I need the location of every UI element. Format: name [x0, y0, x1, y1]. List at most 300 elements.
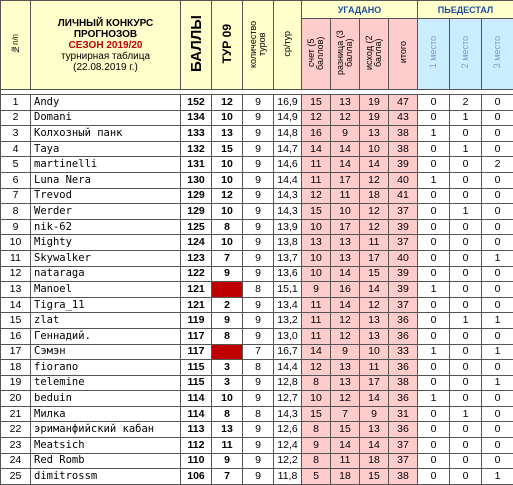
num-header-label: №п/п [11, 34, 20, 54]
place2-cell: 0 [450, 172, 482, 188]
place1-cell: 1 [418, 391, 450, 407]
score-cell: 10 [302, 266, 331, 282]
tour-points-cell: 7 [212, 469, 243, 485]
place2-cell: 1 [450, 110, 482, 126]
place1-cell: 0 [418, 406, 450, 422]
table-row [1, 328, 513, 344]
diff-cell: 13 [331, 235, 360, 251]
avg-cell: 12,6 [274, 422, 302, 438]
diff-cell: 18 [331, 469, 360, 485]
points-cell: 113 [181, 422, 212, 438]
place3-cell: 0 [482, 188, 513, 204]
place1-cell: 0 [418, 219, 450, 235]
table-row [1, 110, 513, 126]
points-cell: 117 [181, 344, 212, 360]
points-cell: 121 [181, 282, 212, 298]
diff-cell: 10 [331, 204, 360, 220]
total-cell: 33 [389, 344, 418, 360]
tours-count-cell: 9 [243, 204, 274, 220]
diff-cell: 17 [331, 219, 360, 235]
outcome-cell: 12 [360, 219, 389, 235]
table-row [1, 391, 513, 407]
table-row [1, 344, 513, 360]
place1-cell: 0 [418, 95, 450, 111]
outcome-cell: 10 [360, 344, 389, 360]
diff-cell: 7 [331, 406, 360, 422]
player-name: fiorano [31, 360, 181, 376]
tours-count-cell: 9 [243, 250, 274, 266]
row-number: 5 [1, 157, 31, 173]
outcome-cell: 12 [360, 172, 389, 188]
table-row [1, 204, 513, 220]
place2-header [450, 19, 482, 90]
points-cell: 112 [181, 438, 212, 454]
diff-cell: 14 [331, 297, 360, 313]
tours-count-cell: 9 [243, 219, 274, 235]
score-cell: 15 [302, 406, 331, 422]
tour-points-cell: 9 [212, 266, 243, 282]
outcome-header-label: исход (2 балла) [365, 24, 383, 82]
tours-count-cell: 8 [243, 406, 274, 422]
avg-cell: 14,6 [274, 157, 302, 173]
diff-cell: 13 [331, 360, 360, 376]
tour-points-cell: 8 [212, 219, 243, 235]
table-subtitle: турнирная таблица [31, 51, 180, 62]
points-cell: 121 [181, 297, 212, 313]
place3-cell: 0 [482, 235, 513, 251]
place3-cell: 0 [482, 360, 513, 376]
tour-points-cell: 10 [212, 204, 243, 220]
diff-cell: 14 [331, 438, 360, 454]
total-header-label: итого [399, 41, 408, 63]
podium-header: ПЬЕДЕСТАЛ [418, 1, 513, 19]
place3-cell: 1 [482, 375, 513, 391]
row-number: 20 [1, 391, 31, 407]
tours-count-cell: 9 [243, 157, 274, 173]
place1-cell: 0 [418, 110, 450, 126]
total-cell: 38 [389, 126, 418, 142]
row-number: 4 [1, 141, 31, 157]
row-number: 6 [1, 172, 31, 188]
diff-cell: 14 [331, 157, 360, 173]
points-cell: 134 [181, 110, 212, 126]
tour-points-cell: 8 [212, 328, 243, 344]
score-cell: 10 [302, 219, 331, 235]
avg-header [274, 1, 302, 90]
row-number: 10 [1, 235, 31, 251]
diff-cell: 12 [331, 313, 360, 329]
tour-points-cell: 10 [212, 157, 243, 173]
tour-points-cell: 11 [212, 438, 243, 454]
table-row [1, 453, 513, 469]
place3-cell: 1 [482, 344, 513, 360]
outcome-cell: 11 [360, 360, 389, 376]
score-cell: 9 [302, 282, 331, 298]
player-name: telemine [31, 375, 181, 391]
avg-cell: 13,0 [274, 328, 302, 344]
tours-header-label: количество туров [249, 15, 267, 73]
total-cell: 36 [389, 391, 418, 407]
diff-cell: 17 [331, 172, 360, 188]
total-cell: 37 [389, 453, 418, 469]
score-cell: 12 [302, 188, 331, 204]
score-cell: 15 [302, 204, 331, 220]
row-number: 13 [1, 282, 31, 298]
diff-cell: 12 [331, 391, 360, 407]
tour-points-cell: 9 [212, 313, 243, 329]
row-number: 25 [1, 469, 31, 485]
diff-header [331, 19, 360, 90]
place1-cell: 0 [418, 141, 450, 157]
total-cell: 37 [389, 204, 418, 220]
tour-points-cell: 3 [212, 360, 243, 376]
place3-cell: 0 [482, 282, 513, 298]
place1-cell: 1 [418, 126, 450, 142]
place1-cell: 0 [418, 250, 450, 266]
row-number: 11 [1, 250, 31, 266]
score-cell: 5 [302, 469, 331, 485]
table-row [1, 188, 513, 204]
table-row [1, 141, 513, 157]
player-name: Сэмэн [31, 344, 181, 360]
avg-cell: 14,4 [274, 360, 302, 376]
place1-cell: 1 [418, 282, 450, 298]
season-label: СЕЗОН 2019/20 [31, 40, 180, 51]
outcome-cell: 13 [360, 313, 389, 329]
score-cell: 15 [302, 95, 331, 111]
points-cell: 129 [181, 204, 212, 220]
place3-cell: 0 [482, 172, 513, 188]
guessed-header: УГАДАНО [302, 1, 418, 19]
outcome-cell: 18 [360, 188, 389, 204]
player-name: Геннадий. [31, 328, 181, 344]
score-cell: 14 [302, 344, 331, 360]
score-cell: 11 [302, 297, 331, 313]
tour-points-cell: 12 [212, 188, 243, 204]
place3-cell: 0 [482, 297, 513, 313]
points-cell: 106 [181, 469, 212, 485]
row-number: 7 [1, 188, 31, 204]
score-cell: 10 [302, 250, 331, 266]
tour-points-cell [212, 344, 243, 360]
place2-cell: 0 [450, 157, 482, 173]
table-row [1, 469, 513, 485]
place1-cell: 0 [418, 375, 450, 391]
player-name: Taya [31, 141, 181, 157]
score-header-label: счет (5 баллов) [307, 24, 325, 82]
points-cell: 124 [181, 235, 212, 251]
contest-title: ЛИЧНЫЙ КОНКУРС ПРОГНОЗОВ [31, 18, 180, 40]
place1-header-label: 1 место [429, 36, 438, 68]
place3-cell: 1 [482, 469, 513, 485]
total-cell: 36 [389, 313, 418, 329]
avg-cell: 13,2 [274, 313, 302, 329]
total-cell: 37 [389, 297, 418, 313]
place1-cell: 0 [418, 204, 450, 220]
score-cell: 11 [302, 313, 331, 329]
diff-cell: 12 [331, 328, 360, 344]
outcome-cell: 18 [360, 453, 389, 469]
tours-count-cell: 8 [243, 282, 274, 298]
player-name: beduin [31, 391, 181, 407]
avg-cell: 14,9 [274, 110, 302, 126]
avg-cell: 13,4 [274, 297, 302, 313]
place2-cell: 1 [450, 406, 482, 422]
total-cell: 40 [389, 250, 418, 266]
place3-cell: 0 [482, 391, 513, 407]
row-number: 24 [1, 453, 31, 469]
avg-cell: 16,7 [274, 344, 302, 360]
place1-cell: 1 [418, 172, 450, 188]
points-cell: 131 [181, 157, 212, 173]
outcome-cell: 13 [360, 328, 389, 344]
outcome-cell: 14 [360, 282, 389, 298]
place3-cell: 0 [482, 422, 513, 438]
row-number: 2 [1, 110, 31, 126]
row-number: 3 [1, 126, 31, 142]
table-row [1, 422, 513, 438]
place1-cell: 0 [418, 438, 450, 454]
points-cell: 125 [181, 219, 212, 235]
place3-cell: 0 [482, 95, 513, 111]
outcome-cell: 15 [360, 266, 389, 282]
outcome-cell: 13 [360, 126, 389, 142]
player-name: Tigra_11 [31, 297, 181, 313]
diff-cell: 15 [331, 422, 360, 438]
place2-cell: 0 [450, 219, 482, 235]
outcome-cell: 15 [360, 469, 389, 485]
table-row [1, 375, 513, 391]
diff-cell: 16 [331, 282, 360, 298]
title-block [31, 1, 181, 90]
place3-cell: 0 [482, 406, 513, 422]
num-header [1, 1, 31, 90]
tours-count-cell: 9 [243, 235, 274, 251]
tour-points-cell: 9 [212, 453, 243, 469]
place2-cell: 0 [450, 391, 482, 407]
player-name: Trevod [31, 188, 181, 204]
player-name: Luna Nera [31, 172, 181, 188]
outcome-cell: 13 [360, 422, 389, 438]
place3-header [482, 19, 513, 90]
place2-cell: 1 [450, 313, 482, 329]
total-cell: 41 [389, 188, 418, 204]
player-name: nik-62 [31, 219, 181, 235]
outcome-cell: 11 [360, 235, 389, 251]
tours-count-cell: 9 [243, 375, 274, 391]
place2-cell: 0 [450, 344, 482, 360]
place3-cell: 0 [482, 126, 513, 142]
tours-count-cell: 9 [243, 313, 274, 329]
place1-cell: 0 [418, 453, 450, 469]
tours-count-cell: 9 [243, 453, 274, 469]
total-cell: 37 [389, 235, 418, 251]
total-cell: 31 [389, 406, 418, 422]
outcome-cell: 14 [360, 391, 389, 407]
avg-cell: 11,8 [274, 469, 302, 485]
tour-points-cell [212, 282, 243, 298]
outcome-cell: 19 [360, 110, 389, 126]
place2-cell: 0 [450, 422, 482, 438]
avg-cell: 12,2 [274, 453, 302, 469]
table-row [1, 157, 513, 173]
table-row [1, 235, 513, 251]
avg-cell: 13,7 [274, 250, 302, 266]
place2-cell: 1 [450, 204, 482, 220]
player-name: эриманфийский кабан [31, 422, 181, 438]
total-cell: 38 [389, 141, 418, 157]
place3-cell: 0 [482, 328, 513, 344]
tours-count-cell: 9 [243, 126, 274, 142]
place2-cell: 0 [450, 250, 482, 266]
outcome-cell: 10 [360, 141, 389, 157]
place1-cell: 0 [418, 469, 450, 485]
score-cell: 11 [302, 172, 331, 188]
avg-cell: 12,8 [274, 375, 302, 391]
tours-count-cell: 9 [243, 266, 274, 282]
points-cell: 132 [181, 141, 212, 157]
row-number: 9 [1, 219, 31, 235]
avg-cell: 16,9 [274, 95, 302, 111]
points-cell: 110 [181, 453, 212, 469]
table-row [1, 219, 513, 235]
player-name: Manoel [31, 282, 181, 298]
place1-cell: 0 [418, 188, 450, 204]
score-cell: 16 [302, 126, 331, 142]
row-number: 22 [1, 422, 31, 438]
player-name: Mighty [31, 235, 181, 251]
place2-cell: 0 [450, 282, 482, 298]
tour-points-cell: 15 [212, 141, 243, 157]
avg-cell: 14,3 [274, 204, 302, 220]
row-number: 16 [1, 328, 31, 344]
diff-header-label: разница (3 балла) [336, 24, 354, 82]
place3-cell: 0 [482, 204, 513, 220]
avg-cell: 14,3 [274, 406, 302, 422]
total-cell: 37 [389, 438, 418, 454]
score-cell: 14 [302, 141, 331, 157]
place2-cell: 0 [450, 360, 482, 376]
total-cell: 36 [389, 328, 418, 344]
table-row [1, 266, 513, 282]
diff-cell: 13 [331, 95, 360, 111]
row-number: 14 [1, 297, 31, 313]
place1-cell: 0 [418, 422, 450, 438]
tour-points-cell: 13 [212, 422, 243, 438]
place3-cell: 2 [482, 157, 513, 173]
avg-cell: 12,4 [274, 438, 302, 454]
place3-cell: 0 [482, 110, 513, 126]
outcome-cell: 17 [360, 375, 389, 391]
score-header [302, 19, 331, 90]
diff-cell: 9 [331, 126, 360, 142]
row-number: 21 [1, 406, 31, 422]
player-name: Andy [31, 95, 181, 111]
place2-cell: 0 [450, 438, 482, 454]
table-date: (22.08.2019 г.) [31, 62, 180, 73]
tours-count-cell: 9 [243, 391, 274, 407]
place1-cell: 0 [418, 157, 450, 173]
place2-cell: 0 [450, 328, 482, 344]
tours-count-cell: 9 [243, 422, 274, 438]
place1-cell: 0 [418, 297, 450, 313]
avg-cell: 15,1 [274, 282, 302, 298]
diff-cell: 14 [331, 141, 360, 157]
diff-cell: 13 [331, 250, 360, 266]
points-cell: 129 [181, 188, 212, 204]
place2-cell: 0 [450, 469, 482, 485]
place3-header-label: 3 место [493, 36, 502, 68]
tours-count-cell: 9 [243, 469, 274, 485]
diff-cell: 11 [331, 453, 360, 469]
total-cell: 39 [389, 266, 418, 282]
place2-cell: 0 [450, 297, 482, 313]
points-header [181, 1, 212, 90]
tours-count-cell: 9 [243, 95, 274, 111]
player-name: Колхозный панк [31, 126, 181, 142]
total-cell: 39 [389, 219, 418, 235]
row-number: 17 [1, 344, 31, 360]
place3-cell: 0 [482, 266, 513, 282]
table-row [1, 126, 513, 142]
diff-cell: 12 [331, 110, 360, 126]
place1-cell: 0 [418, 313, 450, 329]
table-row [1, 313, 513, 329]
score-cell: 12 [302, 110, 331, 126]
player-name: Werder [31, 204, 181, 220]
player-name: nataraga [31, 266, 181, 282]
points-cell: 119 [181, 313, 212, 329]
tours-count-cell: 7 [243, 344, 274, 360]
points-cell: 114 [181, 406, 212, 422]
table-row [1, 95, 513, 111]
tours-count-cell: 9 [243, 438, 274, 454]
avg-cell: 14,3 [274, 188, 302, 204]
place1-cell: 0 [418, 328, 450, 344]
total-cell: 38 [389, 375, 418, 391]
tour-header-label: ТУР 09 [220, 24, 234, 63]
total-cell: 39 [389, 157, 418, 173]
place1-cell: 0 [418, 266, 450, 282]
place2-cell: 0 [450, 453, 482, 469]
total-cell: 47 [389, 95, 418, 111]
total-header [389, 19, 418, 90]
avg-cell: 14,7 [274, 141, 302, 157]
tours-count-cell: 9 [243, 188, 274, 204]
table-row [1, 438, 513, 454]
table-row [1, 297, 513, 313]
place2-cell: 0 [450, 235, 482, 251]
row-number: 19 [1, 375, 31, 391]
outcome-header [360, 19, 389, 90]
row-number: 15 [1, 313, 31, 329]
tours-count-cell: 9 [243, 110, 274, 126]
row-number: 1 [1, 95, 31, 111]
place2-cell: 0 [450, 266, 482, 282]
row-number: 18 [1, 360, 31, 376]
table-row [1, 172, 513, 188]
points-cell: 114 [181, 391, 212, 407]
tour-points-cell: 10 [212, 110, 243, 126]
points-cell: 152 [181, 95, 212, 111]
player-name: Meatsich [31, 438, 181, 454]
avg-cell: 13,9 [274, 219, 302, 235]
outcome-cell: 9 [360, 406, 389, 422]
place2-cell: 1 [450, 141, 482, 157]
row-number: 8 [1, 204, 31, 220]
avg-cell: 13,8 [274, 235, 302, 251]
player-name: Red Romb [31, 453, 181, 469]
